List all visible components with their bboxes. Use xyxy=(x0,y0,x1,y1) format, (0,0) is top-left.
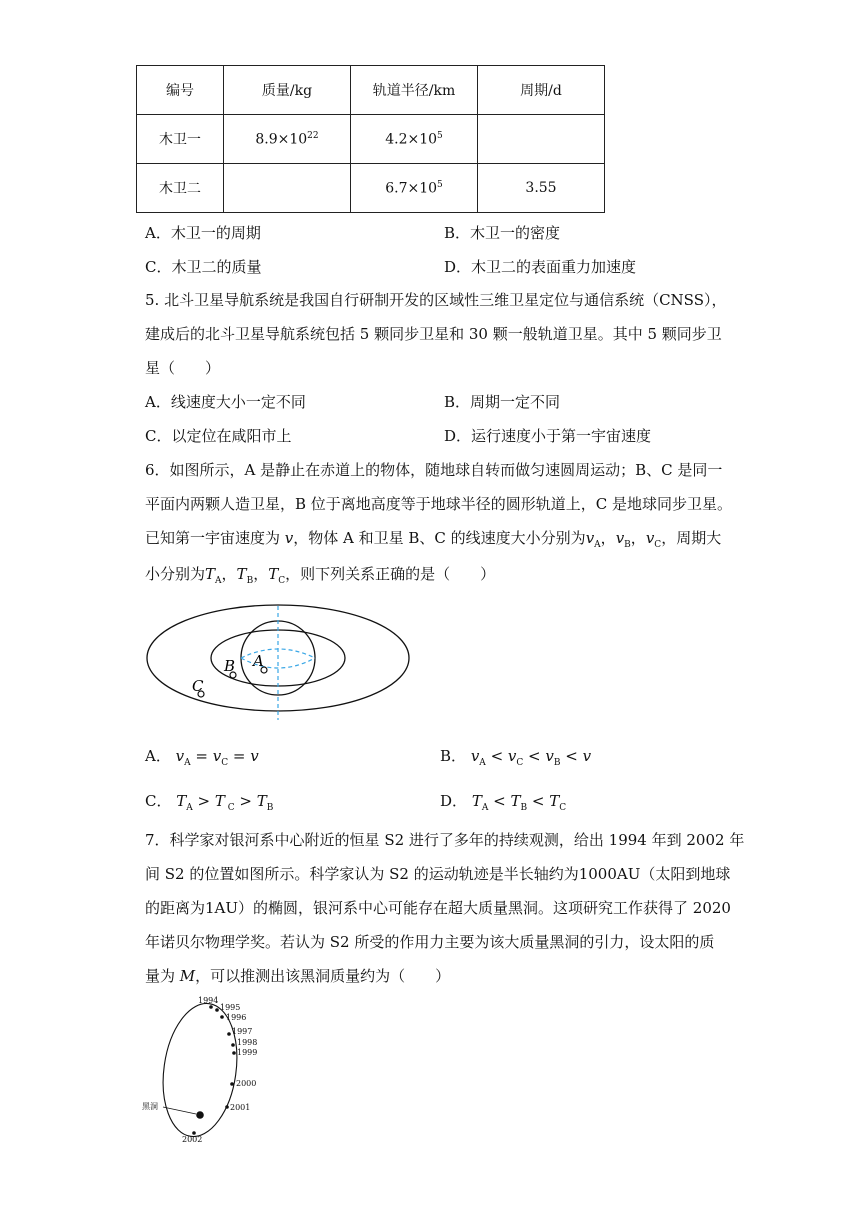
cell-radius: $4.2\times 10^5$ xyxy=(351,115,478,164)
q7-line-4: 年诺贝尔物理学奖。若认为 S2 所受的作用力主要为该大质量黑洞的引力，设太阳的质 xyxy=(145,933,715,951)
q6-option-d: D． $T_A < T_B < T_C$ xyxy=(440,792,567,813)
header-cell: 质量/kg xyxy=(224,66,351,115)
year-label: 1997 xyxy=(232,1027,253,1036)
q7-line-3: 的距离为1AU）的椭圆，银河系中心可能存在超大质量黑洞。这项研究工作获得了 2020 xyxy=(145,899,731,917)
q6-option-a: A． $v_A = v_C = v$ xyxy=(145,747,259,768)
year-label: 2001 xyxy=(230,1103,251,1112)
q7-line-1: 7．科学家对银河系中心附近的恒星 S2 进行了多年的持续观测，给出 1994 年到 2002 年 xyxy=(145,831,745,849)
header-cell: 轨道半径/km xyxy=(351,66,478,115)
year-label: 2002 xyxy=(182,1135,203,1144)
label-c: C xyxy=(192,677,204,695)
cell-radius: $6.7\times 10^5$ xyxy=(351,164,478,213)
cell-mass: $8.9\times 10^{22}$ xyxy=(224,115,351,164)
cell-name: 木卫二 xyxy=(137,164,224,213)
q5-line-1: 5. 北斗卫星导航系统是我国自行研制开发的区域性三维卫星定位与通信系统（CNSS）， xyxy=(145,291,727,309)
q5-option-d: D．运行速度小于第一宇宙速度 xyxy=(444,427,652,445)
table-row xyxy=(137,115,605,164)
orbit-diagram xyxy=(140,598,440,738)
black-hole-label: 黑洞 xyxy=(142,1102,158,1111)
q6-option-c: C． $T_A > T$ $_C > T_B$ xyxy=(145,792,274,813)
table-header-row xyxy=(137,66,605,115)
table-row xyxy=(137,164,605,213)
q6-line-4: 小分别为$T_A$，$T_B$，$T_C$，则下列关系正确的是（ ） xyxy=(145,565,496,586)
year-label: 1998 xyxy=(237,1038,258,1047)
q5-option-c: C．以定位在咸阳市上 xyxy=(145,427,292,445)
cell-mass xyxy=(224,164,351,213)
q7-line-5: 量为 M，可以推测出该黑洞质量约为（ ） xyxy=(145,967,451,985)
q6-line-2: 平面内两颗人造卫星，B 位于离地高度等于地球半径的圆形轨道上，C 是地球同步卫星。 xyxy=(145,495,733,513)
q4-option-b: B．木卫一的密度 xyxy=(444,224,561,242)
q6-option-b: B． $v_A < v_C < v_B < v$ xyxy=(440,747,592,768)
label-a: A xyxy=(253,652,264,670)
satellite-table xyxy=(136,65,605,213)
header-cell: 周期/d xyxy=(478,66,605,115)
q6-line-3: 已知第一宇宙速度为 v，物体 A 和卫星 B、C 的线速度大小分别为$v_A$，$v_B$，$v_C$，周期大 xyxy=(145,529,722,550)
cell-period: 3.55 xyxy=(478,164,605,213)
q5-line-3: 星（ ） xyxy=(145,359,221,377)
black-hole xyxy=(196,1111,204,1119)
q5-option-a: A．线速度大小一定不同 xyxy=(145,393,306,411)
q5-option-b: B．周期一定不同 xyxy=(444,393,561,411)
year-label: 1994 xyxy=(198,996,219,1005)
year-label: 1996 xyxy=(226,1013,247,1022)
q6-line-1: 6．如图所示，A 是静止在赤道上的物体，随地球自转而做匀速圆周运动；B、C 是同一 xyxy=(145,461,723,479)
s2-orbit-figure xyxy=(140,992,270,1147)
year-label: 2000 xyxy=(236,1079,257,1088)
header-cell: 编号 xyxy=(137,66,224,115)
q4-option-d: D．木卫二的表面重力加速度 xyxy=(444,258,637,276)
q5-line-2: 建成后的北斗卫星导航系统包括 5 颗同步卫星和 30 颗一般轨道卫星。其中 5 颗同步卫 xyxy=(145,325,722,343)
q4-option-a: A．木卫一的周期 xyxy=(145,224,261,242)
year-label: 1995 xyxy=(220,1003,241,1012)
cell-period xyxy=(478,115,605,164)
q7-line-2: 间 S2 的位置如图所示。科学家认为 S2 的运动轨迹是半长轴约为1000AU（太阳到地球 xyxy=(145,865,731,883)
year-label: 1999 xyxy=(237,1048,258,1057)
q4-option-c: C．木卫二的质量 xyxy=(145,258,262,276)
cell-name: 木卫一 xyxy=(137,115,224,164)
label-b: B xyxy=(224,657,236,675)
